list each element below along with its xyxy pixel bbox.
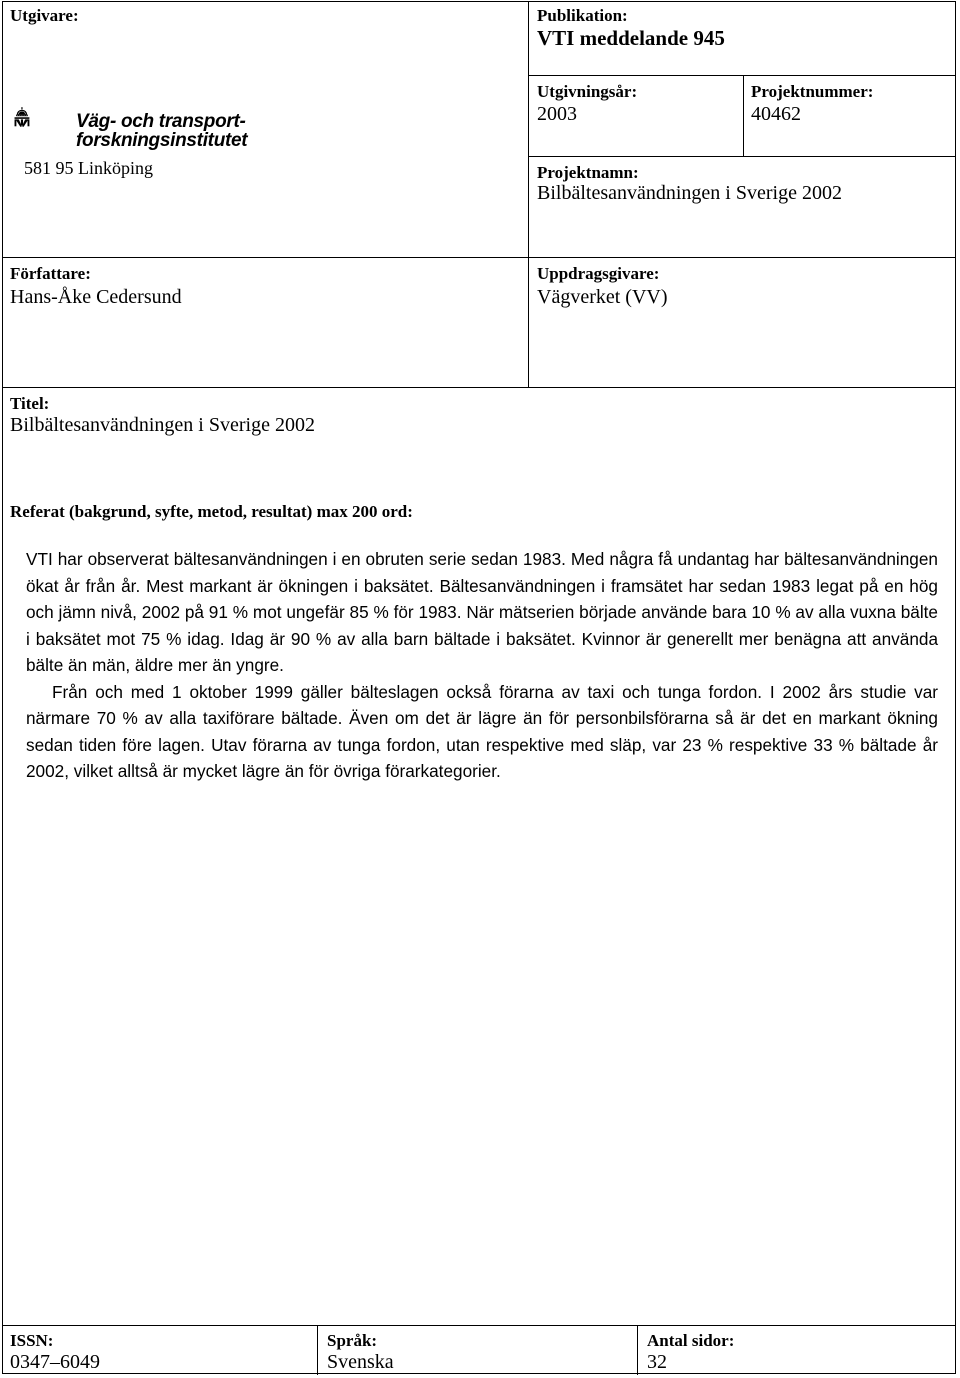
project-number-label: Projektnummer: bbox=[751, 82, 874, 101]
abstract-text bbox=[26, 546, 938, 785]
issn-value: 0347–6049 bbox=[10, 1351, 100, 1373]
abstract-paragraph-2: Från och med 1 oktober 1999 gäller bälteslagen också förarna av taxi och tunga fordon. I 2002 års studie var närmare 70 % av alla taxiförare bältade. Även om det är lägre än för personbilsförarna så är det en markant ökning sedan tiden före lagen. Utav förarna av tunga fordon, utan respektive med släp, var 23 % respektive 33 % bältade år 2002, vilket alltså är mycket lägre än för övriga förarkategorier. bbox=[26, 681, 938, 781]
vti-crown-logo bbox=[14, 78, 74, 156]
issn-label: ISSN: bbox=[10, 1331, 54, 1350]
publisher-org-name bbox=[76, 112, 247, 150]
year-value: 2003 bbox=[537, 103, 577, 125]
divider-author-client bbox=[528, 257, 529, 388]
divider-year-projectname bbox=[528, 156, 956, 157]
publication-label: Publikation: bbox=[537, 6, 628, 25]
publisher-label: Utgivare: bbox=[10, 6, 79, 25]
publisher-org-line1: Väg- och transport- bbox=[76, 111, 246, 132]
title-value: Bilbältesanvändningen i Sverige 2002 bbox=[10, 414, 315, 436]
project-name-label: Projektnamn: bbox=[537, 163, 639, 182]
divider-publisher-publication bbox=[528, 1, 529, 258]
divider-issn-language bbox=[317, 1325, 318, 1375]
project-name-value: Bilbältesanvändningen i Sverige 2002 bbox=[537, 182, 842, 204]
pages-value: 32 bbox=[647, 1351, 667, 1373]
abstract-label: Referat (bakgrund, syfte, metod, resultat) max 200 ord: bbox=[10, 502, 413, 521]
language-value: Svenska bbox=[327, 1351, 394, 1373]
language-label: Språk: bbox=[327, 1331, 378, 1350]
publisher-address: 581 95 Linköping bbox=[24, 158, 153, 178]
year-label: Utgivningsår: bbox=[537, 82, 638, 101]
project-number-value: 40462 bbox=[751, 103, 801, 125]
author-value: Hans-Åke Cedersund bbox=[10, 286, 182, 308]
pages-label: Antal sidor: bbox=[647, 1331, 735, 1350]
publisher-org-line2: forskningsinstitutet bbox=[76, 130, 248, 151]
publication-value: VTI meddelande 945 bbox=[537, 26, 725, 50]
divider-bottom bbox=[2, 1325, 956, 1326]
divider-publication-year bbox=[528, 75, 956, 76]
title-label: Titel: bbox=[10, 394, 50, 413]
client-value: Vägverket (VV) bbox=[537, 286, 668, 308]
divider-language-pages bbox=[637, 1325, 638, 1375]
divider-header-author bbox=[2, 257, 956, 258]
client-label: Uppdragsgivare: bbox=[537, 264, 660, 283]
divider-author-title bbox=[2, 387, 956, 388]
abstract-paragraph-1: VTI har observerat bältesanvändningen i en obruten serie sedan 1983. Med några få undantag har bältesanvändningen ökat år från år. Mest markant är ökningen i baksätet. Bältesanvändningen i framsätet har sedan 1983 legat på en hög och jämn nivå, 2002 på 91 % mot ungefär 85 % för 1983. När mätserien började använde bara 10 % av alla vuxna bälte i baksätet mot 75 % idag. Idag är 90 % av alla barn bältade i baksätet. Kvinnor är generellt mer benägna att använda bälte än män, äldre mer än yngre. bbox=[26, 549, 938, 675]
author-label: Författare: bbox=[10, 264, 91, 283]
divider-year-projectnumber bbox=[743, 75, 744, 157]
